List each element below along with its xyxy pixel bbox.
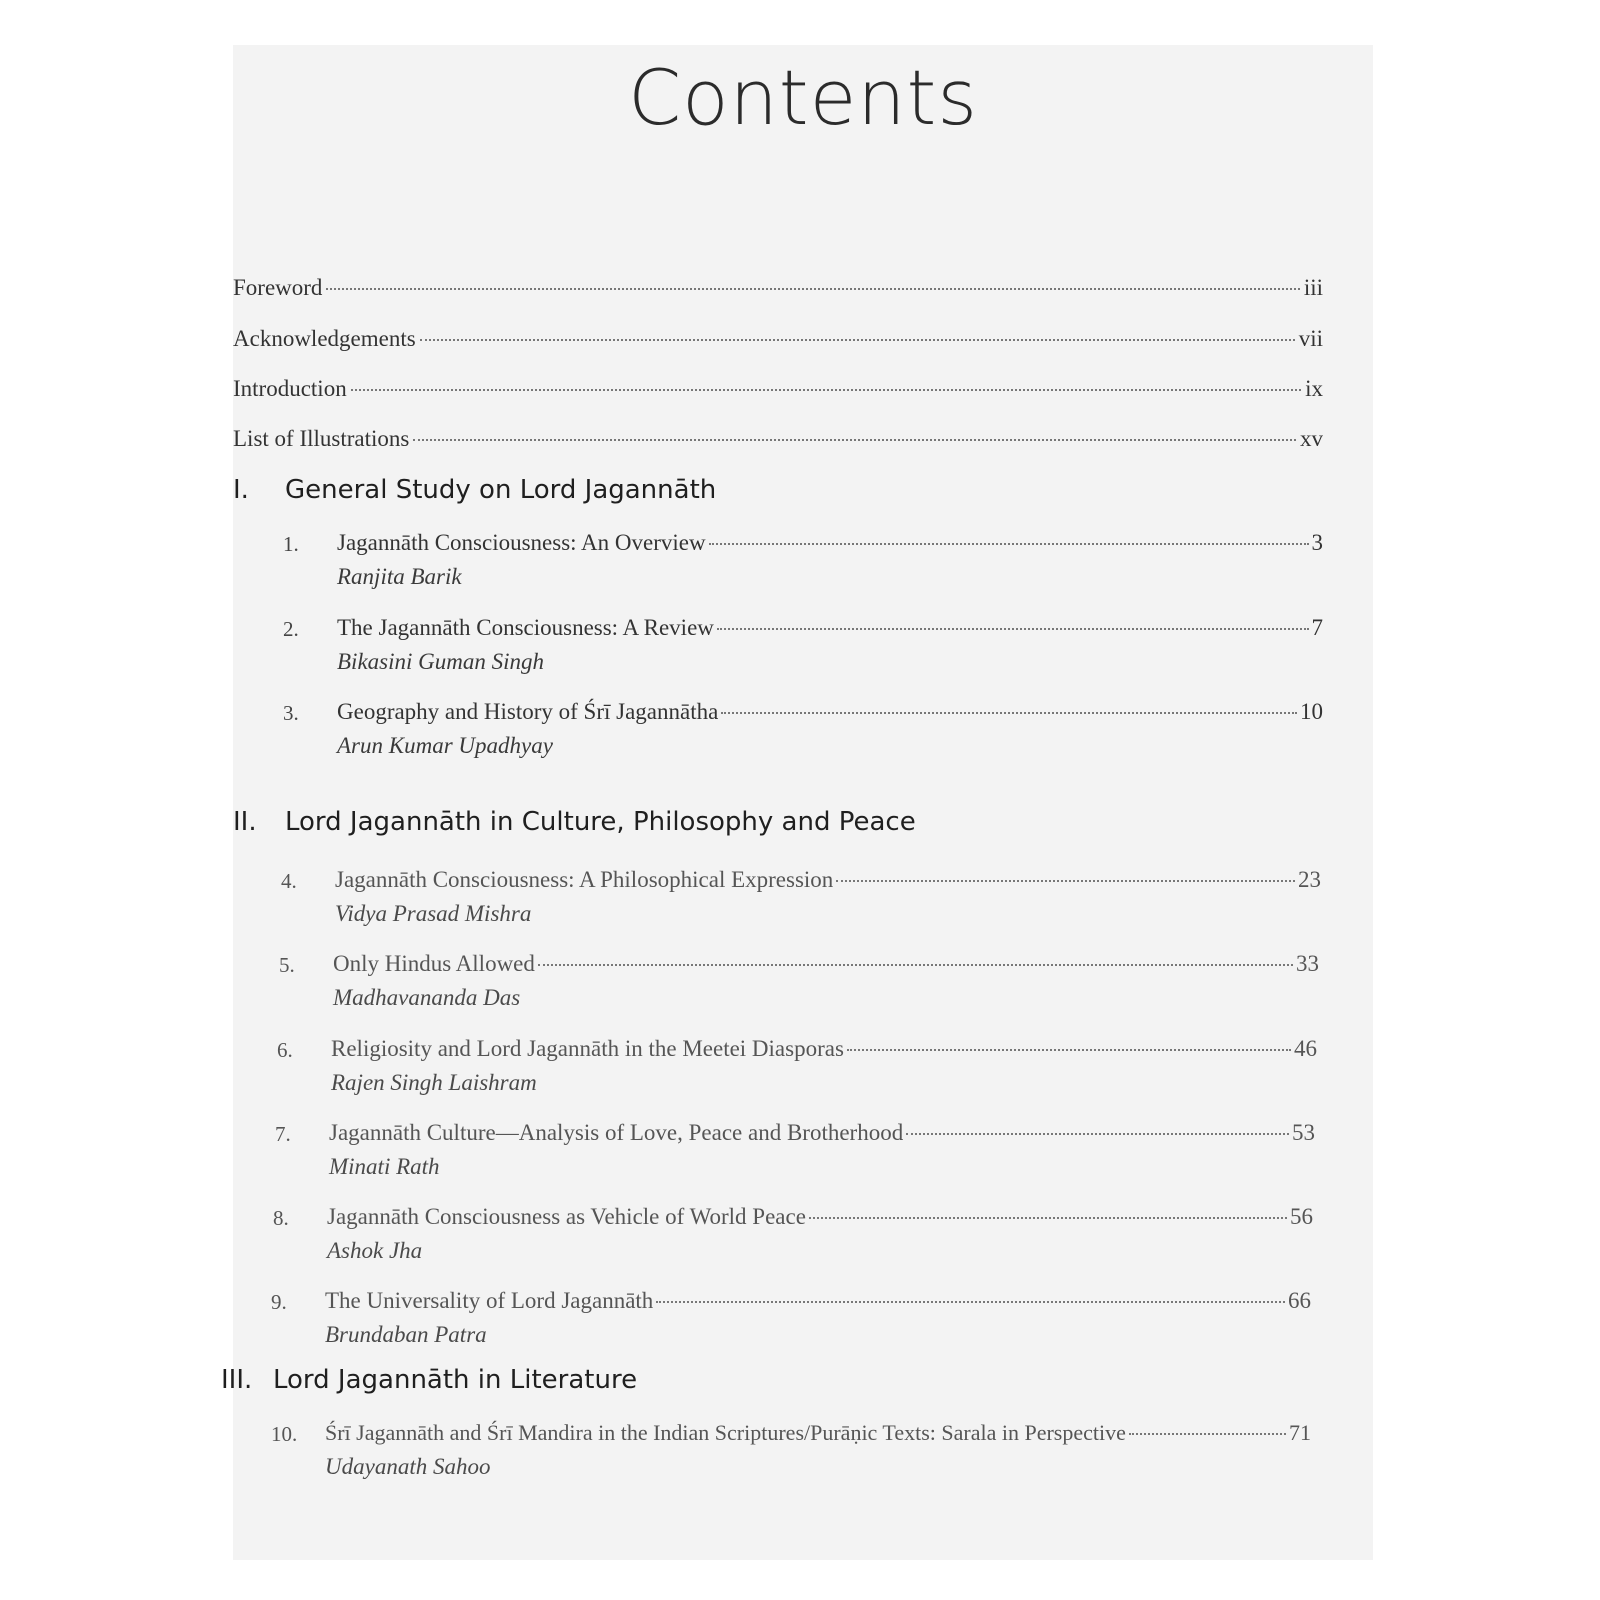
toc-label: Introduction — [233, 376, 347, 401]
toc-foreword[interactable] — [233, 275, 1323, 301]
dot-leader — [351, 389, 1301, 391]
dot-leader — [721, 712, 1297, 714]
chapter-title: Śrī Jagannāth and Śrī Mandira in the Indian Scriptures/Purāṇic Texts: Sarala in Perspective — [325, 1420, 1126, 1445]
dot-leader — [717, 628, 1309, 630]
dot-leader — [656, 1301, 1285, 1303]
toc-entry[interactable] — [283, 530, 1323, 600]
chapter-line — [337, 530, 1323, 556]
section-heading — [233, 807, 916, 837]
section-number: II. — [233, 807, 257, 837]
section-title: Lord Jagannāth in Literature — [273, 1365, 638, 1395]
chapter-title: Only Hindus Allowed — [333, 951, 535, 976]
chapter-author: Rajen Singh Laishram — [331, 1070, 537, 1095]
chapter-number: 7. — [275, 1122, 291, 1146]
chapter-author: Ashok Jha — [327, 1238, 423, 1263]
chapter-title: Geography and History of Śrī Jagannātha — [337, 699, 719, 724]
toc-page-number: ix — [1305, 376, 1323, 401]
chapter-author: Bikasini Guman Singh — [337, 649, 544, 674]
chapter-number: 6. — [277, 1038, 293, 1062]
toc-entry[interactable] — [271, 1420, 1311, 1490]
dot-leader — [847, 1049, 1291, 1051]
chapter-number: 5. — [279, 953, 295, 977]
chapter-page-number: 7 — [1311, 615, 1323, 640]
chapter-line — [333, 951, 1319, 977]
chapter-line — [335, 867, 1321, 893]
toc-label: List of Illustrations — [233, 426, 410, 451]
dot-leader — [538, 964, 1293, 966]
toc-label: Foreword — [233, 275, 323, 300]
dot-leader — [420, 339, 1295, 341]
chapter-line — [337, 699, 1323, 725]
toc-entry[interactable] — [277, 1036, 1317, 1106]
section-number: III. — [221, 1365, 253, 1395]
toc-entry[interactable] — [279, 951, 1319, 1021]
chapter-line — [331, 1036, 1317, 1062]
dot-leader — [1129, 1433, 1286, 1435]
chapter-title: Religiosity and Lord Jagannāth in the Meetei Diasporas — [331, 1036, 844, 1061]
chapter-line — [325, 1288, 1311, 1314]
chapter-number: 10. — [271, 1422, 298, 1446]
section-heading — [221, 1365, 637, 1395]
toc-entry[interactable] — [283, 615, 1323, 685]
chapter-title: Jagannāth Culture—Analysis of Love, Peace and Brotherhood — [329, 1120, 904, 1145]
chapter-title: The Universality of Lord Jagannāth — [325, 1288, 654, 1313]
toc-introduction[interactable] — [233, 376, 1323, 402]
toc-page-number: xv — [1300, 426, 1323, 451]
chapter-author: Madhavananda Das — [333, 985, 521, 1010]
chapter-line — [327, 1204, 1313, 1230]
chapter-title: The Jagannāth Consciousness: A Review — [337, 615, 714, 640]
chapter-number: 8. — [273, 1206, 289, 1230]
dot-leader — [709, 543, 1309, 545]
chapter-page-number: 66 — [1288, 1288, 1311, 1313]
chapter-page-number: 46 — [1294, 1036, 1317, 1061]
chapter-author: Vidya Prasad Mishra — [335, 901, 532, 926]
chapter-number: 9. — [271, 1290, 287, 1314]
page-title: Contents — [628, 53, 978, 142]
chapter-number: 4. — [281, 869, 297, 893]
toc-page-number: vii — [1298, 326, 1323, 351]
dot-leader — [809, 1217, 1287, 1219]
chapter-line — [325, 1420, 1311, 1446]
section-number: I. — [233, 475, 249, 505]
toc-entry[interactable] — [275, 1120, 1315, 1190]
chapter-author: Arun Kumar Upadhyay — [337, 733, 553, 758]
section-title: Lord Jagannāth in Culture, Philosophy and Peace — [285, 807, 916, 837]
chapter-author: Minati Rath — [329, 1154, 440, 1179]
dot-leader — [906, 1133, 1289, 1135]
toc-label: Acknowledgements — [233, 326, 416, 351]
chapter-title: Jagannāth Consciousness as Vehicle of World Peace — [327, 1204, 806, 1229]
dot-leader — [326, 288, 1299, 290]
chapter-number: 3. — [283, 701, 299, 725]
toc-entry[interactable] — [273, 1204, 1313, 1274]
chapter-page-number: 33 — [1296, 951, 1319, 976]
chapter-number: 2. — [283, 617, 299, 641]
chapter-title: Jagannāth Consciousness: An Overview — [337, 530, 706, 555]
section-heading — [233, 475, 716, 505]
chapter-title: Jagannāth Consciousness: A Philosophical Expression — [335, 867, 834, 892]
chapter-line — [329, 1120, 1315, 1146]
chapter-page-number: 3 — [1311, 530, 1323, 555]
chapter-author: Ranjita Barik — [337, 564, 462, 589]
chapter-page-number: 71 — [1289, 1420, 1311, 1445]
chapter-page-number: 53 — [1292, 1120, 1315, 1145]
dot-leader — [413, 439, 1296, 441]
toc-entry[interactable] — [283, 699, 1323, 769]
section-title: General Study on Lord Jagannāth — [285, 475, 717, 505]
chapter-number: 1. — [283, 532, 299, 556]
chapter-author: Udayanath Sahoo — [325, 1454, 491, 1479]
toc-entry[interactable] — [271, 1288, 1311, 1358]
toc-list-of-illustrations[interactable] — [233, 426, 1323, 452]
dot-leader — [836, 880, 1295, 882]
contents-page — [221, 45, 1373, 1560]
chapter-page-number: 10 — [1300, 699, 1323, 724]
chapter-page-number: 23 — [1298, 867, 1321, 892]
toc-entry[interactable] — [281, 867, 1321, 937]
toc-acknowledgements[interactable] — [233, 326, 1323, 352]
toc-page-number: iii — [1303, 275, 1323, 300]
chapter-page-number: 56 — [1290, 1204, 1313, 1229]
chapter-line — [337, 615, 1323, 641]
chapter-author: Brundaban Patra — [325, 1322, 487, 1347]
